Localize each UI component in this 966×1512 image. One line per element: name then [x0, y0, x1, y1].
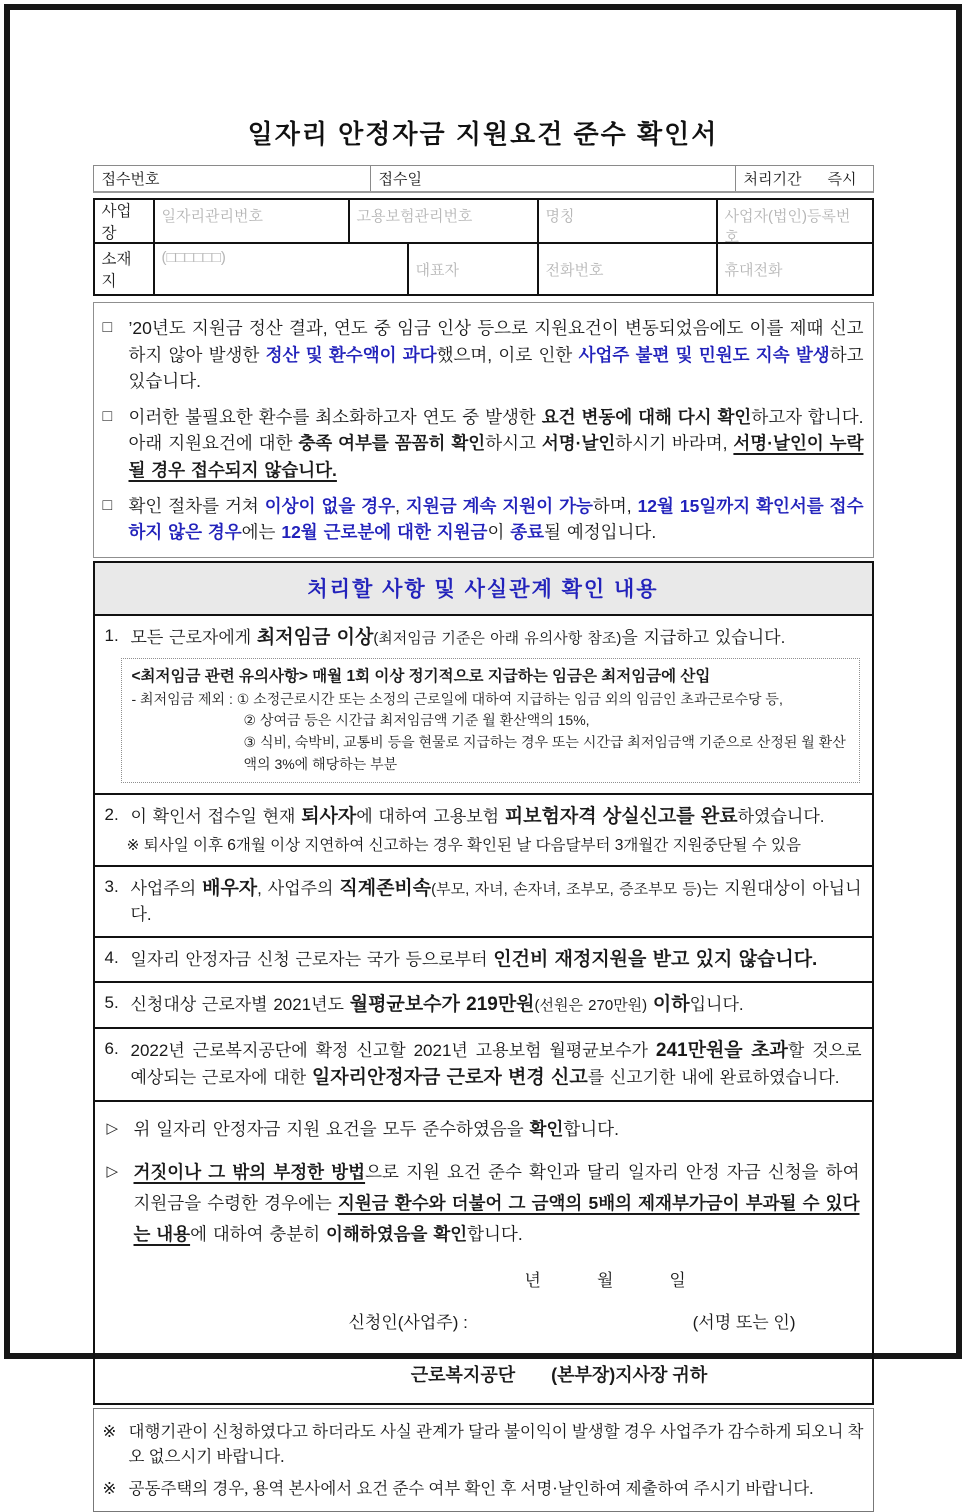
year-label: 년	[524, 1271, 541, 1291]
item-text: 신청대상 근로자별 2021년도 월평균보수가 219만원(선원은 270만원) 이하입니다.	[130, 994, 744, 1016]
confirmation-box	[93, 1100, 874, 1406]
representative-field[interactable]: 대표자	[409, 244, 539, 294]
requirement-item-1	[93, 614, 874, 796]
workplace-label: 사업장	[95, 200, 155, 242]
note-line: ③ 식비, 숙박비, 교통비 등을 현물로 지급하는 경우 또는 시간급 최저임금액 기준으로 산정된 월 환산액의 3%에 해당하는 부분	[243, 733, 846, 772]
triangle-bullet-icon: ▷	[106, 1162, 119, 1180]
item-number: 5.	[104, 993, 119, 1013]
confirmation-paragraph-1	[107, 1116, 860, 1142]
item-text: 이 확인서 접수일 현재 퇴사자에 대하여 고용보험 피보험자격 상실신고를 완료하였습니다.	[130, 806, 825, 828]
applicant-signature-row	[107, 1308, 860, 1333]
intro-paragraph-3	[103, 493, 864, 546]
location-label: 소재지	[95, 244, 155, 294]
intro-paragraph-text: 확인 절차를 거쳐 이상이 없을 경우, 지원금 계속 지원이 가능하며, 12월 15일까지 확인서를 접수하지 않은 경우에는 12월 근로분에 대한 지원금이 종료될 예정입니다.	[128, 495, 864, 543]
checkbox-icon[interactable]: □	[102, 319, 113, 336]
reference-mark-icon: ※	[102, 1422, 117, 1442]
intro-paragraph-text: 이러한 불필요한 환수를 최소화하고자 연도 중 발생한 요건 변동에 대해 다시 확인하고자 합니다. 아래 지원요건에 대한 충족 여부를 꼼꼼히 확인하시고 서명·날인하시기 바라며, 서명·날인이 누락될 경우 접수되지 않습니다.	[128, 406, 864, 480]
recipient-line	[107, 1361, 860, 1387]
item-text: 2022년 근로복지공단에 확정 신고할 2021년 고용보험 월평균보수가 241만원을 초과할 것으로 예상되는 근로자에 대한 일자리안정자금 근로자 변경 신고를 신고기한 내에 완료하였습니다.	[130, 1039, 862, 1089]
business-name-field[interactable]: 명칭	[539, 200, 718, 242]
requirement-item-4	[93, 936, 874, 984]
reference-mark-icon: ※	[102, 1478, 117, 1498]
intro-paragraph-1	[103, 315, 864, 395]
recipient-title: (본부장)지사장 귀하	[551, 1365, 708, 1386]
requirement-item-5	[93, 981, 874, 1029]
footer-note-text: 대행기관이 신청하였다고 하더라도 사실 관계가 달라 불이익이 발생할 경우 사업주가 감수하게 되오니 착오 없으시기 바랍니다.	[128, 1422, 864, 1467]
checkbox-icon[interactable]: □	[102, 496, 113, 514]
business-registration-number-field[interactable]: 사업자(법인)등록번호	[724, 208, 851, 246]
requirement-item-3	[93, 865, 874, 937]
requirement-item-6	[93, 1027, 874, 1102]
processing-time-label: 처리기간	[743, 171, 802, 188]
phone-number-field[interactable]: 전화번호	[539, 244, 718, 294]
footer-note-1	[103, 1420, 864, 1470]
mobile-phone-field[interactable]: 휴대전화	[724, 261, 783, 279]
processing-time-value: 즉시	[827, 171, 857, 188]
processing-time-cell	[736, 166, 873, 191]
triangle-bullet-icon: ▷	[106, 1119, 119, 1137]
document-page	[4, 4, 962, 1498]
document-content	[93, 10, 874, 1512]
requirement-item-2	[93, 793, 874, 867]
item-text: 일자리 안정자금 신청 근로자는 국가 등으로부터 인건비 재정지원을 받고 있지 않습니다.	[130, 948, 818, 970]
receipt-number-field[interactable]	[94, 166, 371, 191]
sign-or-seal-label[interactable]: (서명 또는 인)	[692, 1313, 796, 1333]
footer-note-text: 공동주택의 경우, 용역 본사에서 요건 준수 여부 확인 후 서명·날인하여 제출하여 주시기 바랍니다.	[128, 1478, 814, 1498]
applicant-label: 신청인(사업주) :	[348, 1313, 468, 1333]
organization-name: 근로복지공단	[410, 1365, 516, 1386]
footer-note-2	[103, 1477, 864, 1502]
confirmation-text: 거짓이나 그 밖의 부정한 방법으로 지원 요건 준수 확인과 달리 일자리 안정 자금 신청을 하여 지원금을 수령한 경우에는 지원금 환수와 더불어 그 금액의 5배의 제재부가금이 부과될 수 있다는 내용에 대하여 충분히 이해하였음을 확인합니다.	[133, 1161, 860, 1245]
receipt-row	[93, 165, 874, 193]
item-subnote: ※ 퇴사일 이후 6개월 이상 지연하여 신고하는 경우 확인된 날 다음달부터 3개월간 지원중단될 수 있음	[126, 836, 801, 854]
item-number: 2.	[104, 805, 119, 825]
signature-date-line[interactable]	[107, 1266, 860, 1291]
note-title: <최저임금 관련 유의사항> 매월 1회 이상 정기적으로 지급하는 임금은 최저임금에 산입	[131, 668, 711, 686]
job-management-number-field[interactable]: 일자리관리번호	[155, 200, 350, 242]
month-label: 월	[596, 1271, 614, 1291]
item-text: 사업주의 배우자, 사업주의 직계존비속(부모, 자녀, 손자녀, 조부모, 증조부모 등)는 지원대상이 아닙니다.	[130, 878, 862, 924]
intro-paragraph-2	[103, 404, 864, 484]
item-number: 4.	[104, 947, 119, 967]
location-row	[95, 244, 872, 294]
note-line: ② 상여금 등은 시간급 최저임금액 기준 월 환산액의 15%,	[243, 712, 590, 729]
page-title: 일자리 안정자금 지원요건 준수 확인서	[247, 119, 719, 149]
day-label: 일	[669, 1271, 686, 1291]
checkbox-icon[interactable]: □	[102, 407, 113, 425]
business-info-table	[93, 198, 874, 296]
receipt-date-field[interactable]	[371, 166, 736, 191]
confirmation-text: 위 일자리 안정자금 지원 요건을 모두 준수하였음을 확인합니다.	[133, 1118, 619, 1139]
receipt-number-label: 접수번호	[101, 171, 160, 188]
confirmation-paragraph-2	[107, 1157, 860, 1250]
intro-notice-box	[93, 302, 874, 558]
employment-insurance-number-field[interactable]: 고용보험관리번호	[350, 200, 539, 242]
footer-notes-box	[93, 1408, 874, 1511]
note-line: - 최저임금 제외 : ① 소정근로시간 또는 소정의 근로일에 대하여 지급하는 임금 외의 임금인 초과근로수당 등,	[131, 690, 783, 707]
item-number: 3.	[104, 877, 119, 897]
item-number: 1.	[104, 625, 119, 645]
minimum-wage-note-box	[121, 658, 860, 783]
receipt-date-label: 접수일	[378, 171, 422, 188]
section-title: 처리할 사항 및 사실관계 확인 내용	[93, 561, 874, 616]
workplace-row	[95, 200, 872, 244]
item-text: 모든 근로자에게 최저임금 이상(최저임금 기준은 아래 유의사항 참조)을 지급하고 있습니다.	[130, 626, 786, 648]
address-field[interactable]: (□□□□□□)	[155, 244, 409, 294]
intro-paragraph-text: ’20년도 지원금 정산 결과, 연도 중 임금 인상 등으로 지원요건이 변동되었음에도 이를 제때 신고하지 않아 발생한 정산 및 환수액이 과다했으며, 이로 인한 사업주 불편 및 민원도 지속 발생하고 있습니다.	[128, 318, 864, 392]
item-number: 6.	[104, 1038, 119, 1058]
